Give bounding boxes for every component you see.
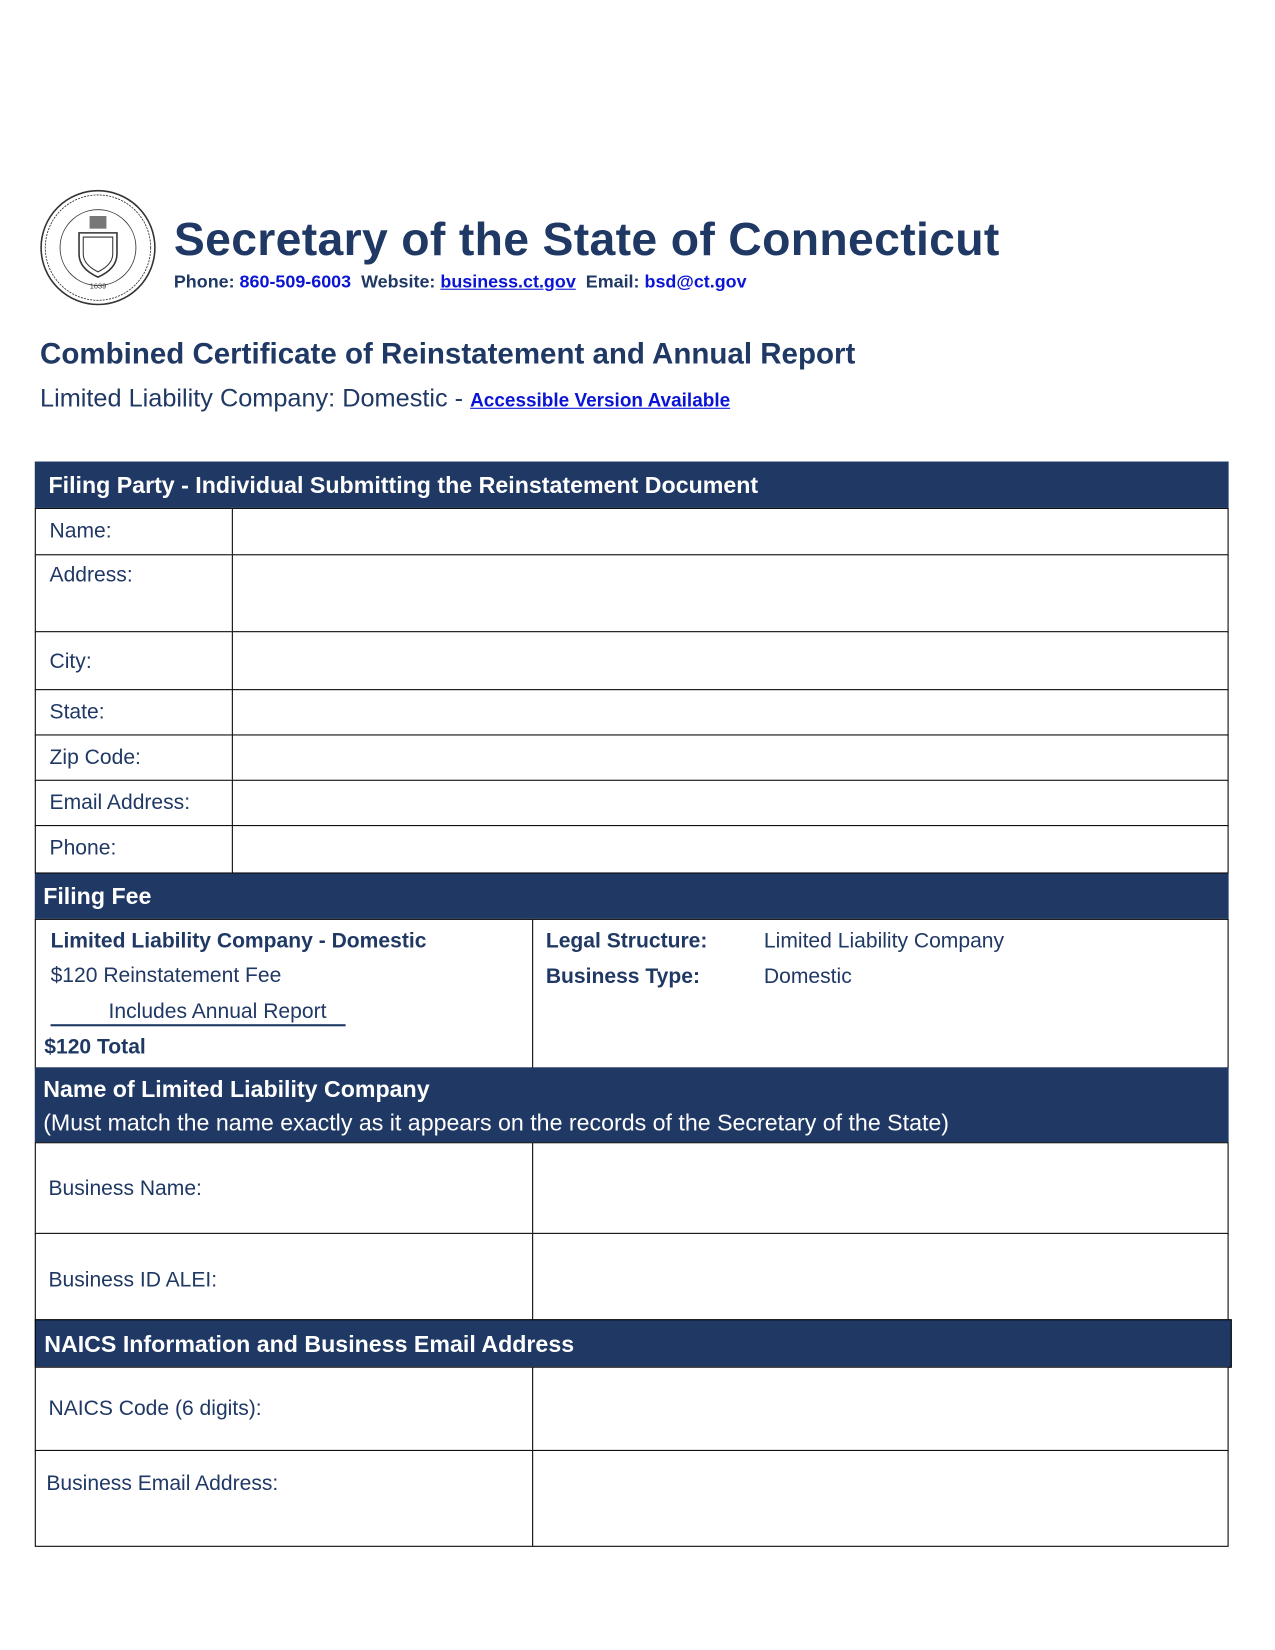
legal-structure-label: Legal Structure: (545, 929, 708, 953)
naics-code-label: NAICS Code (6 digits): (48, 1397, 262, 1421)
subtitle-text: Limited Liability Company: Domestic - (40, 384, 471, 414)
svg-text:1639: 1639 (89, 281, 107, 291)
name-label: Name: (49, 519, 112, 543)
state-label: State: (49, 700, 105, 724)
company-name-note: (Must match the name exactly as it appears on the records of the Secretary of the State) (43, 1109, 950, 1136)
website-link[interactable]: business.ct.gov (440, 271, 576, 292)
business-email-label-cell (35, 1450, 534, 1547)
phone-input[interactable] (232, 825, 1229, 873)
address-label: Address: (49, 563, 133, 587)
fee-entity: Limited Liability Company - Domestic (50, 929, 427, 953)
agency-title: Secretary of the State of Connecticut (173, 213, 1000, 266)
naics-heading: NAICS Information and Business Email Address (35, 1319, 1232, 1367)
fee-includes: Includes Annual Report (51, 1000, 346, 1026)
naics-code-input[interactable] (532, 1367, 1228, 1452)
phone-value: 860-509-6003 (239, 271, 352, 292)
business-id-input[interactable] (532, 1233, 1228, 1322)
filing-fee-heading: Filing Fee (35, 874, 1229, 920)
business-type-value: Domestic (763, 965, 852, 989)
business-name-input[interactable] (532, 1142, 1228, 1235)
email-address-label: Email Address: (49, 791, 191, 815)
filing-party-heading: Filing Party - Individual Submitting the Reinstatement Document (35, 462, 1229, 509)
document-subtitle (40, 385, 730, 415)
business-email-input[interactable] (532, 1450, 1228, 1547)
website-label: Website: (361, 271, 436, 292)
business-name-label: Business Name: (48, 1176, 202, 1201)
legal-structure-value: Limited Liability Company (763, 929, 1005, 953)
contact-line (174, 272, 747, 293)
phone-label: Phone: (173, 271, 235, 292)
phone-label: Phone: (49, 836, 117, 860)
city-label: City: (49, 650, 92, 674)
business-id-label: Business ID ALEI: (48, 1268, 218, 1292)
company-name-title: Name of Limited Liability Company (43, 1075, 430, 1103)
document-title: Combined Certificate of Reinstatement and Annual Report (40, 337, 856, 370)
company-name-heading (35, 1067, 1229, 1143)
accessible-version-link[interactable]: Accessible Version Available (470, 389, 731, 411)
city-input[interactable] (232, 631, 1229, 691)
name-input[interactable] (232, 508, 1229, 556)
state-seal-logo (39, 189, 157, 307)
email-label: Email: (585, 271, 640, 292)
fee-total: $120 Total (44, 1035, 146, 1059)
email-address-input[interactable] (232, 780, 1229, 827)
zip-code-input[interactable] (232, 734, 1229, 781)
email-value: bsd@ct.gov (644, 271, 747, 292)
zip-code-label: Zip Code: (49, 746, 141, 770)
business-email-label: Business Email Address: (46, 1472, 279, 1496)
state-input[interactable] (232, 689, 1229, 736)
fee-amount: $120 Reinstatement Fee (50, 964, 282, 988)
address-input[interactable] (232, 554, 1229, 633)
business-type-label: Business Type: (545, 965, 701, 989)
